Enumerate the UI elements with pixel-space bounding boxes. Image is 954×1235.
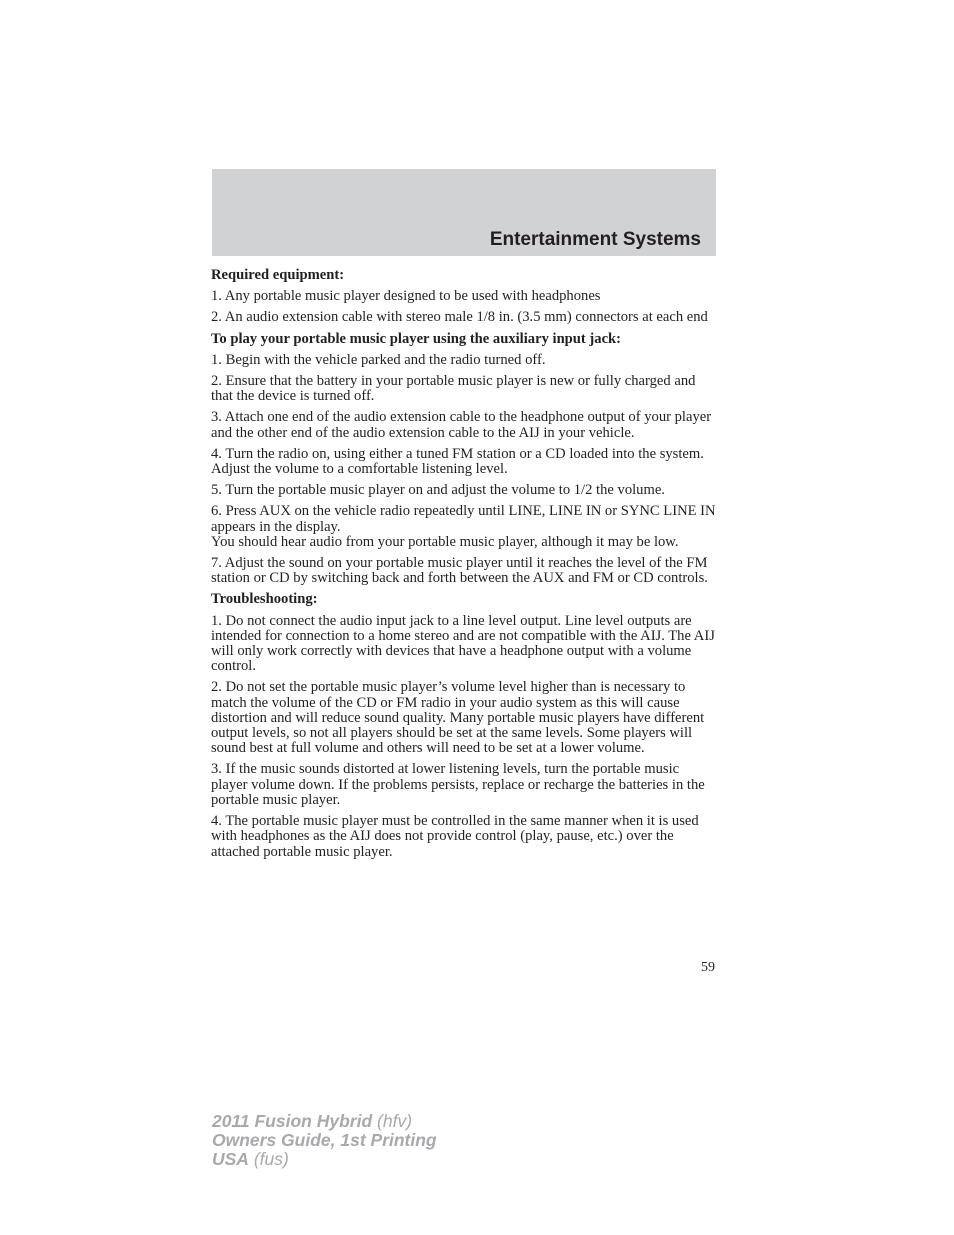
list-item: 1. Do not connect the audio input jack to a line level output. Line level outputs are intended for connection to a home stereo and are not compatible with the AIJ. The AIJ will only work correctly with devices that have a headphone output with a volume control. [211, 612, 715, 675]
list-item: 3. If the music sounds distorted at lower listening levels, turn the portable music player volume down. If the problems persists, replace or recharge the batteries in the portable music player. [211, 761, 705, 808]
list-item: 2. Do not set the portable music player’s volume level higher than is necessary to match the volume of the CD or FM radio in your audio system as this will cause distortion and will reduce sound quality. Many portable music players have different output levels, so not all players should be set at the same levels. Some players will sound best at full volume and others will need to be set at a lower volume. [211, 679, 705, 757]
footer-market: USA [212, 1149, 249, 1169]
list-item: 7. Adjust the sound on your portable music player until it reaches the level of the FM station or CD by switching back and forth between the AUX and FM or CD controls. [211, 555, 708, 587]
footer-market-code: (fus) [253, 1149, 289, 1169]
list-item: 1. Begin with the vehicle parked and the radio turned off. [211, 351, 546, 368]
list-item: 2. An audio extension cable with stereo male 1/8 in. (3.5 mm) connectors at each end [211, 309, 708, 326]
footer-model-code: (hfv) [377, 1111, 413, 1131]
list-item: 3. Attach one end of the audio extension cable to the headphone output of your player and the other end of the audio extension cable to the AIJ in your vehicle. [211, 409, 712, 441]
page-content [211, 268, 717, 866]
page-number: 59 [701, 960, 715, 975]
footer-line-3 [212, 1150, 437, 1169]
list-item: 2. Ensure that the battery in your portable music player is new or fully charged and that the device is turned off. [211, 373, 696, 405]
footer-guide: Owners Guide, 1st Printing [212, 1130, 437, 1150]
required-equipment-heading: Required equipment: [211, 267, 345, 283]
footer-line-2 [212, 1131, 437, 1150]
list-item: 5. Turn the portable music player on and adjust the volume to 1/2 the volume. [211, 482, 665, 499]
footer-model: 2011 Fusion Hybrid [212, 1111, 373, 1131]
list-item: 4. The portable music player must be controlled in the same manner when it is used with headphones as the AIJ does not provide control (play, pause, etc.) over the attached portable music player. [211, 813, 699, 860]
play-instructions-heading: To play your portable music player using the auxiliary input jack: [211, 330, 622, 347]
section-title: Entertainment Systems [489, 229, 701, 250]
document-footer [212, 1112, 437, 1169]
list-item: 1. Any portable music player designed to be used with headphones [211, 288, 601, 305]
footer-line-1 [212, 1112, 437, 1131]
section-header-band [212, 169, 716, 256]
troubleshooting-heading: Troubleshooting: [211, 591, 318, 608]
list-item: 4. Turn the radio on, using either a tuned FM station or a CD loaded into the system. Adjust the volume to a comfortable listening level. [211, 445, 704, 478]
list-item-note: You should hear audio from your portable music player, although it may be low. [211, 533, 679, 550]
list-item: 6. Press AUX on the vehicle radio repeatedly until LINE, LINE IN or SYNC LINE IN appears in the display. [211, 503, 716, 535]
